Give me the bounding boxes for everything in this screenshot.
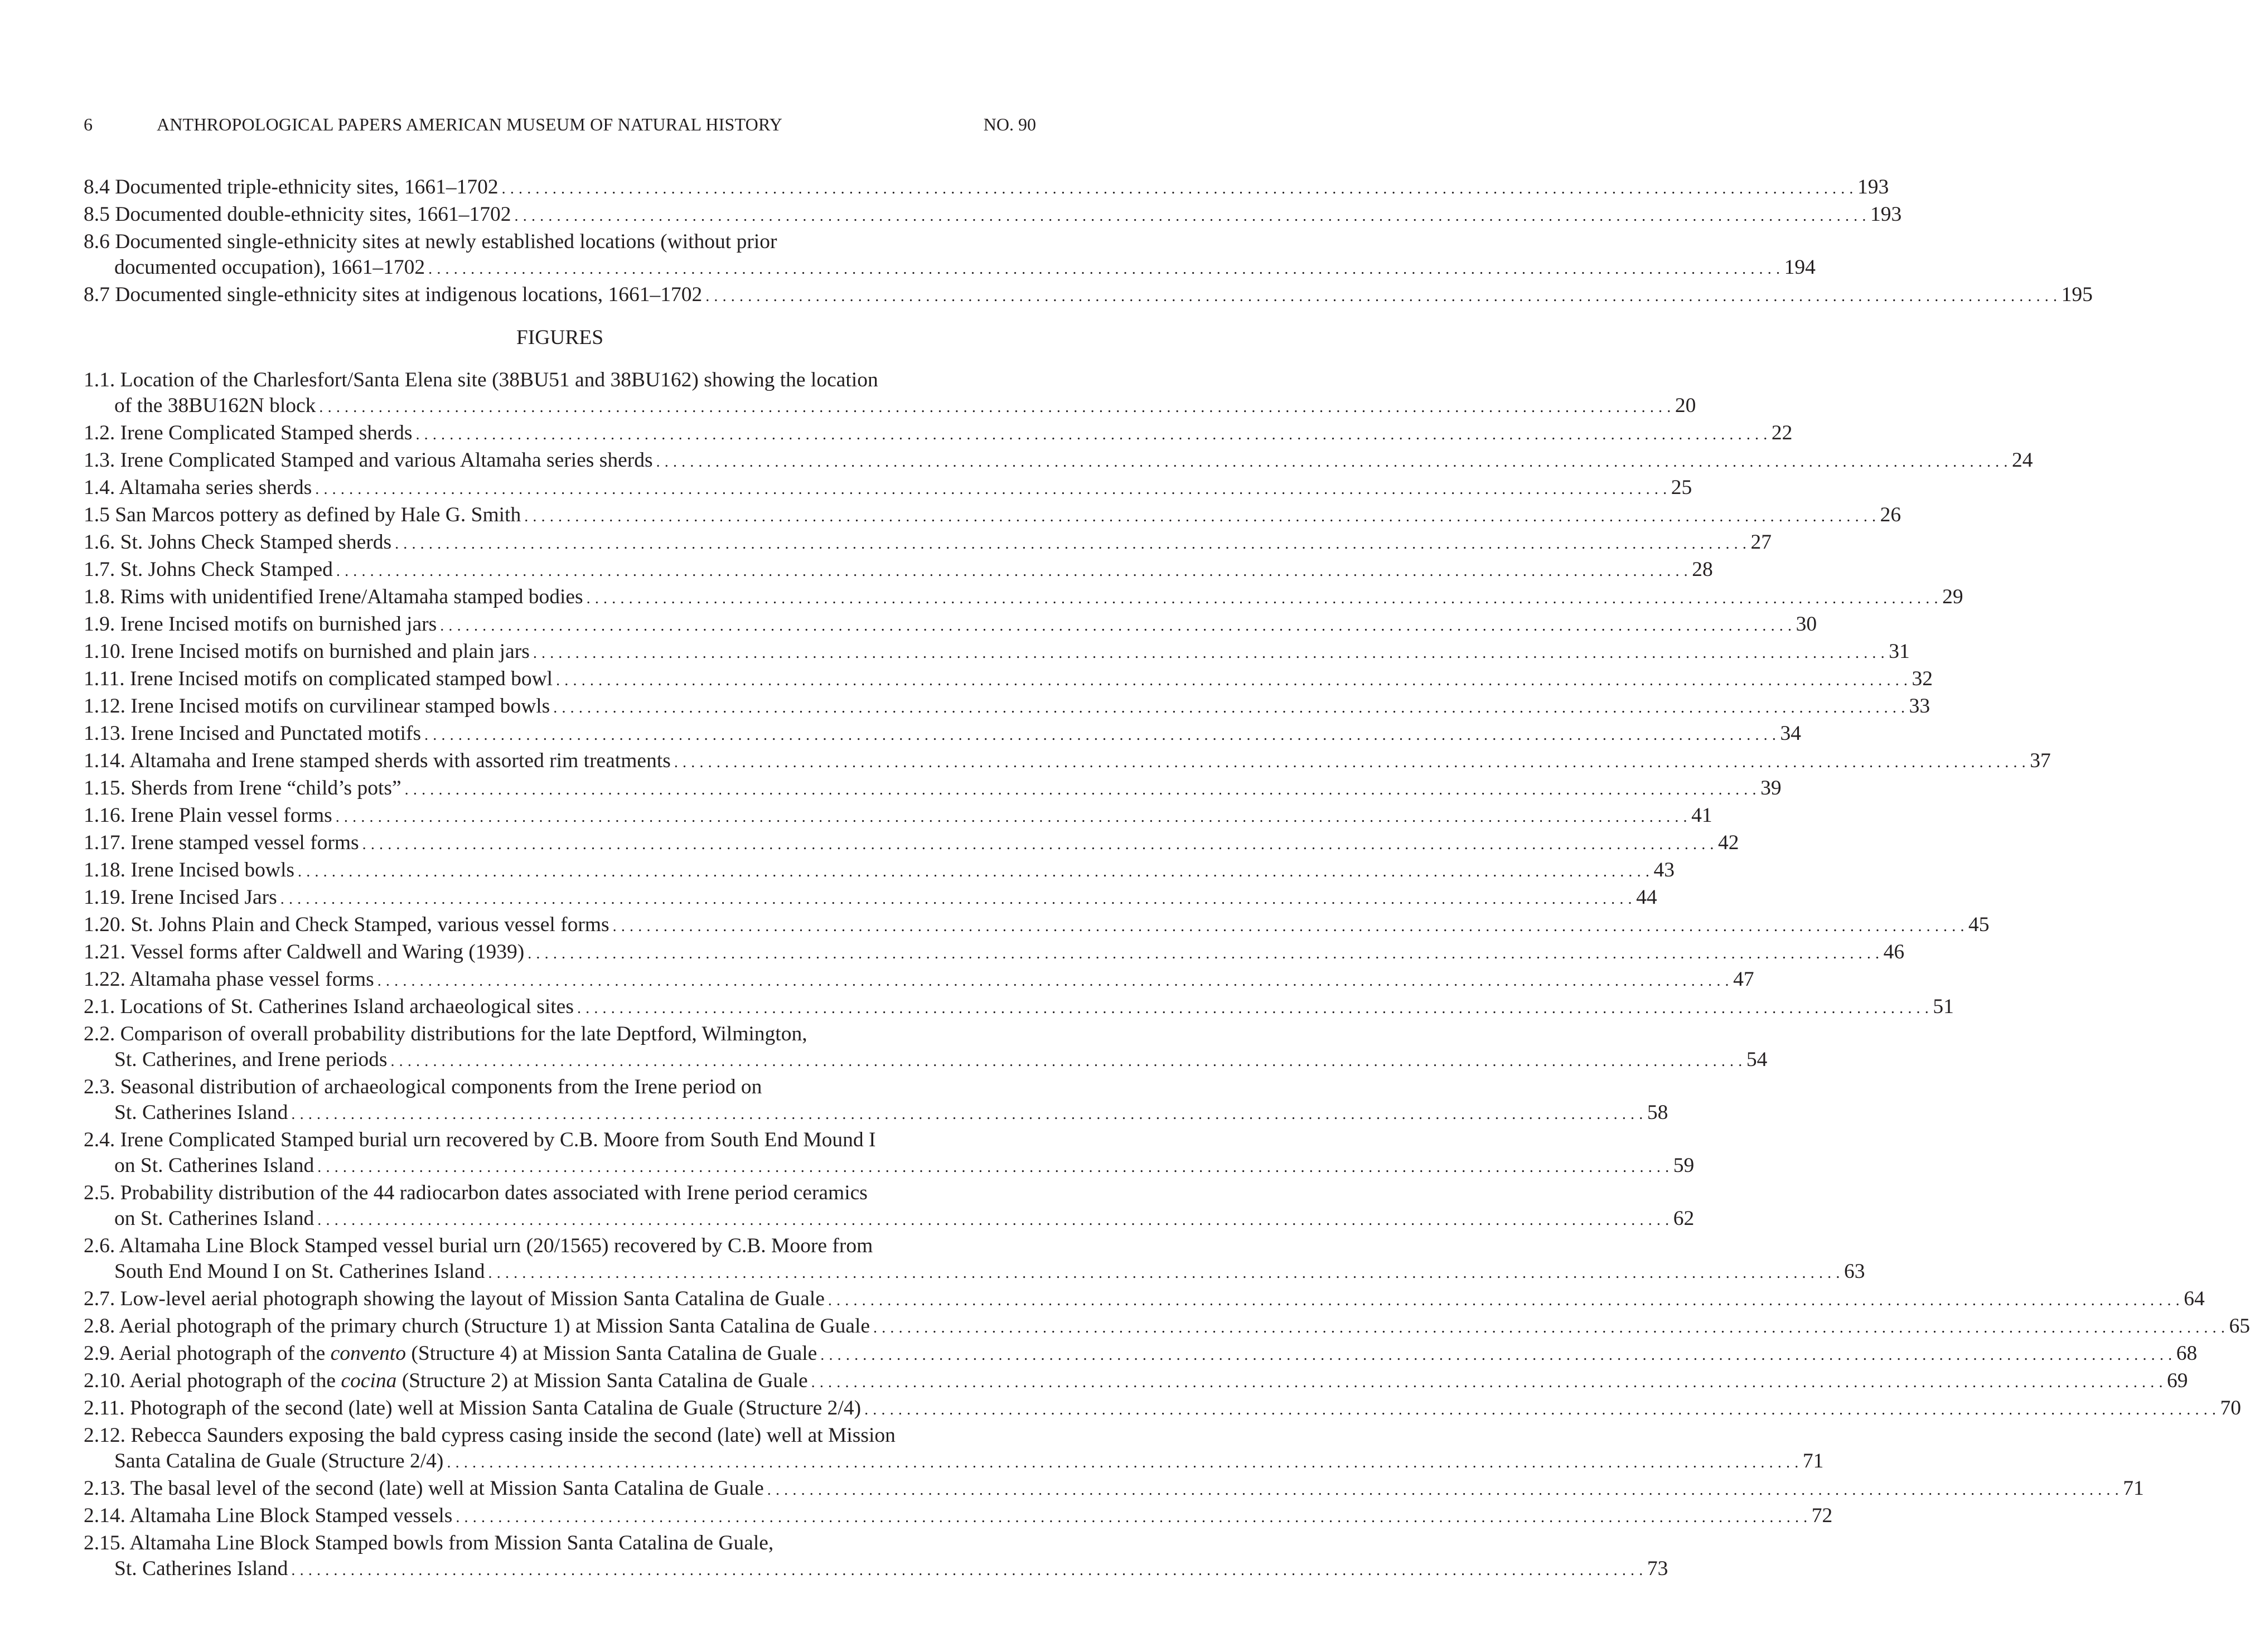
page-number-ref: 69 bbox=[2167, 1369, 2188, 1392]
entry-last-line bbox=[84, 694, 1930, 721]
toc-entry[interactable] bbox=[84, 858, 1675, 885]
entry-last-line bbox=[84, 420, 1793, 448]
entry-last-line bbox=[84, 803, 1712, 830]
page-number-ref: 31 bbox=[1889, 640, 1910, 663]
entry-last-line bbox=[84, 1206, 1695, 1233]
toc-entry[interactable] bbox=[84, 1127, 1695, 1180]
entry-title-line: 1.7. St. Johns Check Stamped bbox=[84, 558, 333, 581]
entry-last-line bbox=[84, 393, 1696, 420]
entry-title-italic: cocina bbox=[341, 1369, 397, 1392]
toc-entry[interactable] bbox=[84, 967, 1754, 994]
entry-title-line: 2.3. Seasonal distribution of archaeological components from the Irene period on bbox=[84, 1076, 762, 1098]
page-number-ref: 45 bbox=[1968, 913, 1990, 936]
dot-leader: . . . . . . . . . . . . . . . . . . . . . . . . . . . . . . . . . . . . . . . . . . . . . . . . . . . . . . . . . . . . . . . . . . . . . . . . . . . . . . . . . . . . . . . . . . . . . . . . . . . . . . . . . . . . . . . . . . . . . . . . . . . . . . . . . . . . . . . . . . . . . . . . . . . . . . . . . . . . . . . . bbox=[556, 672, 1908, 689]
figures-heading: FIGURES bbox=[516, 326, 604, 349]
entry-last-line bbox=[84, 1286, 2205, 1314]
dot-leader: . . . . . . . . . . . . . . . . . . . . . . . . . . . . . . . . . . . . . . . . . . . . . . . . . . . . . . . . . . . . . . . . . . . . . . . . . . . . . . . . . . . . . . . . . . . . . . . . . . . . . . . . . . . . . . . . . . . . . . . . . . . . . . . . . . . . . . . . . . . . . . . . . . . . . . . . . . . . . . . . bbox=[298, 863, 1650, 880]
dot-leader: . . . . . . . . . . . . . . . . . . . . . . . . . . . . . . . . . . . . . . . . . . . . . . . . . . . . . . . . . . . . . . . . . . . . . . . . . . . . . . . . . . . . . . . . . . . . . . . . . . . . . . . . . . . . . . . . . . . . . . . . . . . . . . . . . . . . . . . . . . . . . . . . . . . . . . . . . . . . . . . . bbox=[319, 399, 1671, 416]
entry-last-line bbox=[84, 666, 1933, 694]
toc-entry[interactable] bbox=[84, 282, 2093, 309]
page-number-ref: 25 bbox=[1671, 476, 1692, 499]
entry-title-line: 2.7. Low-level aerial photograph showing the layout of Mission Santa Catalina de Guale bbox=[84, 1287, 825, 1310]
toc-entry[interactable] bbox=[84, 830, 1739, 858]
entry-title-line: 2.12. Rebecca Saunders exposing the bald cypress casing inside the second (late) well at Mission bbox=[84, 1424, 896, 1447]
entry-last-line bbox=[84, 1396, 2241, 1423]
page-number-ref: 47 bbox=[1733, 968, 1754, 991]
dot-leader: . . . . . . . . . . . . . . . . . . . . . . . . . . . . . . . . . . . . . . . . . . . . . . . . . . . . . . . . . . . . . . . . . . . . . . . . . . . . . . . . . . . . . . . . . . . . . . . . . . . . . . . . . . . . . . . . . . . . . . . . . . . . . . . . . . . . . . . . . . . . . . . . . . . . . . . . . . . . . . . . bbox=[336, 563, 1688, 580]
entry-last-line bbox=[84, 282, 2093, 309]
entry-last-line bbox=[84, 639, 1910, 666]
toc-entry[interactable] bbox=[84, 584, 1963, 612]
page-number-ref: 73 bbox=[1647, 1557, 1668, 1580]
page-number-ref: 68 bbox=[2176, 1342, 2198, 1365]
entry-title-line: of the 38BU162N block bbox=[114, 394, 316, 417]
dot-leader: . . . . . . . . . . . . . . . . . . . . . . . . . . . . . . . . . . . . . . . . . . . . . . . . . . . . . . . . . . . . . . . . . . . . . . . . . . . . . . . . . . . . . . . . . . . . . . . . . . . . . . . . . . . . . . . . . . . . . . . . . . . . . . . . . . . . . . . . . . . . . . . . . . . . . . . . . . . . . . . . bbox=[811, 1374, 2164, 1391]
dot-leader: . . . . . . . . . . . . . . . . . . . . . . . . . . . . . . . . . . . . . . . . . . . . . . . . . . . . . . . . . . . . . . . . . . . . . . . . . . . . . . . . . . . . . . . . . . . . . . . . . . . . . . . . . . . . . . . . . . . . . . . . . . . . . . . . . . . . . . . . . . . . . . . . . . . . . . . . . . . . . . . . bbox=[317, 1212, 1670, 1229]
entry-title-line: South End Mound I on St. Catherines Island bbox=[114, 1260, 485, 1283]
page-number-ref: 30 bbox=[1796, 613, 1817, 636]
toc-entry[interactable] bbox=[84, 748, 2051, 776]
page-number-ref: 195 bbox=[2061, 283, 2093, 306]
entry-title-line: 1.18. Irene Incised bowls bbox=[84, 859, 295, 881]
page-number-ref: 71 bbox=[1802, 1450, 1824, 1472]
entry-title-line: 8.5 Documented double-ethnicity sites, 1661–1702 bbox=[84, 203, 511, 226]
dot-leader: . . . . . . . . . . . . . . . . . . . . . . . . . . . . . . . . . . . . . . . . . . . . . . . . . . . . . . . . . . . . . . . . . . . . . . . . . . . . . . . . . . . . . . . . . . . . . . . . . . . . . . . . . . . . . . . . . . . . . . . . . . . . . . . . . . . . . . . . . . . . . . . . . . . . . . . . . . . . . . . . bbox=[820, 1346, 2172, 1364]
entry-title-line: 2.11. Photograph of the second (late) well at Mission Santa Catalina de Guale (Structure 2/4) bbox=[84, 1397, 862, 1420]
entry-title-line: 1.20. St. Johns Plain and Check Stamped, various vessel forms bbox=[84, 913, 609, 936]
dot-leader: . . . . . . . . . . . . . . . . . . . . . . . . . . . . . . . . . . . . . . . . . . . . . . . . . . . . . . . . . . . . . . . . . . . . . . . . . . . . . . . . . . . . . . . . . . . . . . . . . . . . . . . . . . . . . . . . . . . . . . . . . . . . . . . . . . . . . . . . . . . . . . . . . . . . . . . . . . . . . . . . bbox=[395, 535, 1747, 553]
dot-leader: . . . . . . . . . . . . . . . . . . . . . . . . . . . . . . . . . . . . . . . . . . . . . . . . . . . . . . . . . . . . . . . . . . . . . . . . . . . . . . . . . . . . . . . . . . . . . . . . . . . . . . . . . . . . . . . . . . . . . . . . . . . . . . . . . . . . . . . . . . . . . . . . . . . . . . . . . . . . . . . . bbox=[291, 1562, 1643, 1579]
toc-entry[interactable] bbox=[84, 448, 2033, 475]
page-number-ref: 27 bbox=[1750, 531, 1772, 554]
entry-title-line: St. Catherines Island bbox=[114, 1101, 288, 1124]
dot-leader: . . . . . . . . . . . . . . . . . . . . . . . . . . . . . . . . . . . . . . . . . . . . . . . . . . . . . . . . . . . . . . . . . . . . . . . . . . . . . . . . . . . . . . . . . . . . . . . . . . . . . . . . . . . . . . . . . . . . . . . . . . . . . . . . . . . . . . . . . . . . . . . . . . . . . . . . . . . . . . . . bbox=[501, 180, 1854, 197]
dot-leader: . . . . . . . . . . . . . . . . . . . . . . . . . . . . . . . . . . . . . . . . . . . . . . . . . . . . . . . . . . . . . . . . . . . . . . . . . . . . . . . . . . . . . . . . . . . . . . . . . . . . . . . . . . . . . . . . . . . . . . . . . . . . . . . . . . . . . . . . . . . . . . . . . . . . . . . . . . . . . . . . bbox=[456, 1509, 1808, 1526]
toc-entry[interactable] bbox=[84, 1314, 2250, 1341]
page-number-ref: 37 bbox=[2030, 749, 2051, 772]
toc-entry[interactable] bbox=[84, 502, 1901, 530]
toc-entry[interactable] bbox=[84, 557, 1713, 584]
toc-entry[interactable] bbox=[84, 1286, 2205, 1314]
entry-last-line bbox=[84, 1314, 2250, 1341]
entry-last-line bbox=[84, 912, 1990, 939]
dot-leader: . . . . . . . . . . . . . . . . . . . . . . . . . . . . . . . . . . . . . . . . . . . . . . . . . . . . . . . . . . . . . . . . . . . . . . . . . . . . . . . . . . . . . . . . . . . . . . . . . . . . . . . . . . . . . . . . . . . . . . . . . . . . . . . . . . . . . . . . . . . . . . . . . . . . . . . . . . . . . . . . bbox=[377, 972, 1730, 990]
entry-title-line: 1.17. Irene stamped vessel forms bbox=[84, 831, 359, 854]
page-number-ref: 54 bbox=[1746, 1048, 1768, 1071]
entry-title-line: 1.11. Irene Incised motifs on complicated stamped bowl bbox=[84, 667, 553, 690]
dot-leader: . . . . . . . . . . . . . . . . . . . . . . . . . . . . . . . . . . . . . . . . . . . . . . . . . . . . . . . . . . . . . . . . . . . . . . . . . . . . . . . . . . . . . . . . . . . . . . . . . . . . . . . . . . . . . . . . . . . . . . . . . . . . . . . . . . . . . . . . . . . . . . . . . . . . . . . . . . . . . . . . bbox=[280, 890, 1633, 908]
entry-last-line bbox=[84, 721, 1801, 748]
page-number-ref: 32 bbox=[1912, 667, 1933, 690]
entry-title-line: 2.8. Aerial photograph of the primary church (Structure 1) at Mission Santa Catalina de Guale bbox=[84, 1315, 870, 1338]
entry-last-line bbox=[84, 967, 1754, 994]
entry-last-line bbox=[84, 612, 1817, 639]
page-number-ref: 39 bbox=[1760, 777, 1782, 800]
page-number-ref: 33 bbox=[1909, 695, 1930, 718]
entry-last-line bbox=[84, 1341, 2198, 1368]
entry-last-line bbox=[84, 776, 1782, 803]
toc-entry[interactable] bbox=[84, 1074, 1668, 1127]
toc-entry[interactable] bbox=[84, 1503, 1833, 1530]
dot-leader: . . . . . . . . . . . . . . . . . . . . . . . . . . . . . . . . . . . . . . . . . . . . . . . . . . . . . . . . . . . . . . . . . . . . . . . . . . . . . . . . . . . . . . . . . . . . . . . . . . . . . . . . . . . . . . . . . . . . . . . . . . . . . . . . . . . . . . . . . . . . . . . . . . . . . . . . . . . . . . . . bbox=[404, 781, 1757, 798]
page-number-ref: 72 bbox=[1811, 1504, 1833, 1527]
entry-title-line: 1.14. Altamaha and Irene stamped sherds with assorted rim treatments bbox=[84, 749, 671, 772]
entry-last-line bbox=[84, 858, 1675, 885]
toc-entry[interactable] bbox=[84, 776, 1782, 803]
entry-title-line: St. Catherines Island bbox=[114, 1557, 288, 1580]
toc-entry[interactable] bbox=[84, 175, 1889, 202]
contents-list bbox=[84, 175, 2250, 1583]
page-number-ref: 44 bbox=[1636, 886, 1657, 909]
entry-last-line bbox=[84, 448, 2033, 475]
toc-entry[interactable] bbox=[84, 229, 1816, 282]
entry-last-line bbox=[84, 502, 1901, 530]
page-number-ref: 26 bbox=[1880, 503, 1901, 526]
entry-last-line bbox=[84, 1556, 1668, 1583]
entry-title-line: St. Catherines, and Irene periods bbox=[114, 1048, 388, 1071]
toc-entry[interactable] bbox=[84, 1368, 2188, 1396]
toc-entry[interactable] bbox=[84, 939, 1905, 967]
page-number-ref: 194 bbox=[1784, 256, 1816, 279]
figures-list bbox=[84, 367, 2250, 1583]
toc-entry[interactable] bbox=[84, 530, 1772, 557]
entry-title-line: 1.22. Altamaha phase vessel forms bbox=[84, 968, 374, 991]
entry-title-line: 1.3. Irene Complicated Stamped and various Altamaha series sherds bbox=[84, 449, 653, 472]
toc-entry[interactable] bbox=[84, 1180, 1695, 1233]
toc-entry[interactable] bbox=[84, 803, 1712, 830]
page-number-ref: 51 bbox=[1933, 995, 1954, 1018]
entry-title-line: 2.2. Comparison of overall probability distributions for the late Deptford, Wilmington, bbox=[84, 1023, 807, 1045]
toc-entry[interactable] bbox=[84, 694, 1930, 721]
entry-title-line: 1.10. Irene Incised motifs on burnished and plain jars bbox=[84, 640, 530, 663]
dot-leader: . . . . . . . . . . . . . . . . . . . . . . . . . . . . . . . . . . . . . . . . . . . . . . . . . . . . . . . . . . . . . . . . . . . . . . . . . . . . . . . . . . . . . . . . . . . . . . . . . . . . . . . . . . . . . . . . . . . . . . . . . . . . . . . . . . . . . . . . . . . . . . . . . . . . . . . . . . . . . . . . bbox=[291, 1106, 1643, 1123]
toc-entry[interactable] bbox=[84, 420, 1793, 448]
entry-title-italic: convento bbox=[330, 1342, 406, 1365]
entry-title-line: 2.5. Probability distribution of the 44 radiocarbon dates associated with Irene period ceramics bbox=[84, 1181, 868, 1204]
page-number-ref: 22 bbox=[1771, 422, 1793, 444]
dot-leader: . . . . . . . . . . . . . . . . . . . . . . . . . . . . . . . . . . . . . . . . . . . . . . . . . . . . . . . . . . . . . . . . . . . . . . . . . . . . . . . . . . . . . . . . . . . . . . . . . . . . . . . . . . . . . . . . . . . . . . . . . . . . . . . . . . . . . . . . . . . . . . . . . . . . . . . . . . . . . . . . bbox=[533, 645, 1885, 662]
dot-leader: . . . . . . . . . . . . . . . . . . . . . . . . . . . . . . . . . . . . . . . . . . . . . . . . . . . . . . . . . . . . . . . . . . . . . . . . . . . . . . . . . . . . . . . . . . . . . . . . . . . . . . . . . . . . . . . . . . . . . . . . . . . . . . . . . . . . . . . . . . . . . . . . . . . . . . . . . . . . . . . . bbox=[828, 1292, 2180, 1309]
page-number-ref: 71 bbox=[2123, 1477, 2144, 1500]
dot-leader: . . . . . . . . . . . . . . . . . . . . . . . . . . . . . . . . . . . . . . . . . . . . . . . . . . . . . . . . . . . . . . . . . . . . . . . . . . . . . . . . . . . . . . . . . . . . . . . . . . . . . . . . . . . . . . . . . . . . . . . . . . . . . . . . . . . . . . . . . . . . . . . . . . . . . . . . . . . . . . . . bbox=[488, 1265, 1840, 1282]
entry-title-line: 2.6. Altamaha Line Block Stamped vessel burial urn (20/1565) recovered by C.B. Moore from bbox=[84, 1234, 873, 1257]
entry-title-line: on St. Catherines Island bbox=[114, 1207, 314, 1230]
entry-last-line bbox=[84, 1368, 2188, 1396]
toc-entry[interactable] bbox=[84, 475, 1692, 502]
entry-title-line: 1.16. Irene Plain vessel forms bbox=[84, 804, 332, 827]
toc-entry[interactable] bbox=[84, 885, 1657, 912]
entry-last-line bbox=[84, 584, 1963, 612]
dot-leader: . . . . . . . . . . . . . . . . . . . . . . . . . . . . . . . . . . . . . . . . . . . . . . . . . . . . . . . . . . . . . . . . . . . . . . . . . . . . . . . . . . . . . . . . . . . . . . . . . . . . . . . . . . . . . . . . . . . . . . . . . . . . . . . . . . . . . . . . . . . . . . . . . . . . . . . . . . . . . . . . bbox=[767, 1481, 2120, 1499]
running-header bbox=[84, 110, 1036, 138]
entry-last-line bbox=[84, 994, 1954, 1021]
page-number-ref: 28 bbox=[1692, 558, 1713, 581]
entry-last-line bbox=[84, 885, 1657, 912]
page-number-ref: 29 bbox=[1942, 585, 1963, 608]
entry-title-line: 1.4. Altamaha series sherds bbox=[84, 476, 312, 499]
entry-last-line bbox=[84, 1100, 1668, 1127]
entry-last-line bbox=[84, 748, 2051, 776]
toc-entry[interactable] bbox=[84, 994, 1954, 1021]
entry-title-line: 2.13. The basal level of the second (late) well at Mission Santa Catalina de Guale bbox=[84, 1477, 764, 1500]
entry-title bbox=[84, 1368, 808, 1394]
entry-last-line bbox=[84, 557, 1713, 584]
dot-leader: . . . . . . . . . . . . . . . . . . . . . . . . . . . . . . . . . . . . . . . . . . . . . . . . . . . . . . . . . . . . . . . . . . . . . . . . . . . . . . . . . . . . . . . . . . . . . . . . . . . . . . . . . . . . . . . . . . . . . . . . . . . . . . . . . . . . . . . . . . . . . . . . . . . . . . . . . . . . . . . . bbox=[674, 754, 2026, 771]
dot-leader: . . . . . . . . . . . . . . . . . . . . . . . . . . . . . . . . . . . . . . . . . . . . . . . . . . . . . . . . . . . . . . . . . . . . . . . . . . . . . . . . . . . . . . . . . . . . . . . . . . . . . . . . . . . . . . . . . . . . . . . . . . . . . . . . . . . . . . . . . . . . . . . . . . . . . . . . . . . . . . . . bbox=[577, 1000, 1929, 1017]
page-number-ref: 59 bbox=[1673, 1154, 1695, 1177]
entry-last-line bbox=[84, 1448, 1824, 1476]
entry-title-line: on St. Catherines Island bbox=[114, 1154, 314, 1177]
entry-last-line bbox=[84, 830, 1739, 858]
entry-last-line bbox=[84, 1259, 1865, 1286]
dot-leader: . . . . . . . . . . . . . . . . . . . . . . . . . . . . . . . . . . . . . . . . . . . . . . . . . . . . . . . . . . . . . . . . . . . . . . . . . . . . . . . . . . . . . . . . . . . . . . . . . . . . . . . . . . . . . . . . . . . . . . . . . . . . . . . . . . . . . . . . . . . . . . . . . . . . . . . . . . . . . . . . bbox=[428, 260, 1780, 278]
page-number-ref: 64 bbox=[2184, 1287, 2205, 1310]
toc-entry[interactable] bbox=[84, 367, 1696, 420]
toc-entry[interactable] bbox=[84, 721, 1801, 748]
entry-title-line: 1.5 San Marcos pottery as defined by Hale G. Smith bbox=[84, 503, 521, 526]
entry-title-line: Santa Catalina de Guale (Structure 2/4) bbox=[114, 1450, 444, 1472]
tables-list bbox=[84, 175, 2093, 309]
entry-last-line bbox=[84, 202, 1902, 229]
dot-leader: . . . . . . . . . . . . . . . . . . . . . . . . . . . . . . . . . . . . . . . . . . . . . . . . . . . . . . . . . . . . . . . . . . . . . . . . . . . . . . . . . . . . . . . . . . . . . . . . . . . . . . . . . . . . . . . . . . . . . . . . . . . . . . . . . . . . . . . . . . . . . . . . . . . . . . . . . . . . . . . . bbox=[424, 726, 1777, 744]
dot-leader: . . . . . . . . . . . . . . . . . . . . . . . . . . . . . . . . . . . . . . . . . . . . . . . . . . . . . . . . . . . . . . . . . . . . . . . . . . . . . . . . . . . . . . . . . . . . . . . . . . . . . . . . . . . . . . . . . . . . . . . . . . . . . . . . . . . . . . . . . . . . . . . . . . . . . . . . . . . . . . . . bbox=[390, 1053, 1743, 1070]
toc-entry[interactable] bbox=[84, 639, 1910, 666]
page-number-ref: 20 bbox=[1675, 394, 1696, 417]
page-number-ref: 193 bbox=[1870, 203, 1902, 226]
toc-entry[interactable] bbox=[84, 1021, 1768, 1074]
entry-title-line: 1.21. Vessel forms after Caldwell and Waring (1939) bbox=[84, 941, 525, 963]
entry-title-line: 1.12. Irene Incised motifs on curvilinear stamped bowls bbox=[84, 695, 550, 718]
journal-title: ANTHROPOLOGICAL PAPERS AMERICAN MUSEUM OF NATURAL HISTORY bbox=[157, 114, 783, 134]
entry-title-post: (Structure 4) at Mission Santa Catalina de Guale bbox=[405, 1342, 817, 1365]
entry-title bbox=[84, 1341, 817, 1367]
dot-leader: . . . . . . . . . . . . . . . . . . . . . . . . . . . . . . . . . . . . . . . . . . . . . . . . . . . . . . . . . . . . . . . . . . . . . . . . . . . . . . . . . . . . . . . . . . . . . . . . . . . . . . . . . . . . . . . . . . . . . . . . . . . . . . . . . . . . . . . . . . . . . . . . . . . . . . . . . . . . . . . . bbox=[524, 508, 1876, 525]
toc-entry[interactable] bbox=[84, 1396, 2241, 1423]
toc-entry[interactable] bbox=[84, 912, 1990, 939]
toc-entry[interactable] bbox=[84, 1530, 1668, 1583]
page-number-ref: 58 bbox=[1647, 1101, 1668, 1124]
entry-last-line bbox=[84, 475, 1692, 502]
dot-leader: . . . . . . . . . . . . . . . . . . . . . . . . . . . . . . . . . . . . . . . . . . . . . . . . . . . . . . . . . . . . . . . . . . . . . . . . . . . . . . . . . . . . . . . . . . . . . . . . . . . . . . . . . . . . . . . . . . . . . . . . . . . . . . . . . . . . . . . . . . . . . . . . . . . . . . . . . . . . . . . . bbox=[528, 945, 1880, 962]
entry-title-line: 1.1. Location of the Charlesfort/Santa Elena site (38BU51 and 38BU162) showing the location bbox=[84, 369, 878, 391]
dot-leader: . . . . . . . . . . . . . . . . . . . . . . . . . . . . . . . . . . . . . . . . . . . . . . . . . . . . . . . . . . . . . . . . . . . . . . . . . . . . . . . . . . . . . . . . . . . . . . . . . . . . . . . . . . . . . . . . . . . . . . . . . . . . . . . . . . . . . . . . . . . . . . . . . . . . . . . . . . . . . . . . bbox=[612, 918, 1965, 935]
page-number-ref: 70 bbox=[2220, 1397, 2241, 1420]
dot-leader: . . . . . . . . . . . . . . . . . . . . . . . . . . . . . . . . . . . . . . . . . . . . . . . . . . . . . . . . . . . . . . . . . . . . . . . . . . . . . . . . . . . . . . . . . . . . . . . . . . . . . . . . . . . . . . . . . . . . . . . . . . . . . . . . . . . . . . . . . . . . . . . . . . . . . . . . . . . . . . . . bbox=[705, 288, 2058, 305]
entry-title-line: 1.6. St. Johns Check Stamped sherds bbox=[84, 531, 392, 554]
dot-leader: . . . . . . . . . . . . . . . . . . . . . . . . . . . . . . . . . . . . . . . . . . . . . . . . . . . . . . . . . . . . . . . . . . . . . . . . . . . . . . . . . . . . . . . . . . . . . . . . . . . . . . . . . . . . . . . . . . . . . . . . . . . . . . . . . . . . . . . . . . . . . . . . . . . . . . . . . . . . . . . . bbox=[656, 453, 2008, 471]
entry-title-line: 1.15. Sherds from Irene “child’s pots” bbox=[84, 777, 401, 800]
dot-leader: . . . . . . . . . . . . . . . . . . . . . . . . . . . . . . . . . . . . . . . . . . . . . . . . . . . . . . . . . . . . . . . . . . . . . . . . . . . . . . . . . . . . . . . . . . . . . . . . . . . . . . . . . . . . . . . . . . . . . . . . . . . . . . . . . . . . . . . . . . . . . . . . . . . . . . . . . . . . . . . . bbox=[553, 699, 1905, 716]
toc-entry[interactable] bbox=[84, 1341, 2198, 1368]
dot-leader: . . . . . . . . . . . . . . . . . . . . . . . . . . . . . . . . . . . . . . . . . . . . . . . . . . . . . . . . . . . . . . . . . . . . . . . . . . . . . . . . . . . . . . . . . . . . . . . . . . . . . . . . . . . . . . . . . . . . . . . . . . . . . . . . . . . . . . . . . . . . . . . . . . . . . . . . . . . . . . . . bbox=[873, 1319, 2225, 1336]
entry-title-line: 2.15. Altamaha Line Block Stamped bowls from Mission Santa Catalina de Guale, bbox=[84, 1532, 774, 1554]
page-number-ref: 65 bbox=[2229, 1315, 2250, 1338]
entry-last-line bbox=[84, 1503, 1833, 1530]
entry-title-pre: 2.10. Aerial photograph of the bbox=[84, 1369, 341, 1392]
entry-last-line bbox=[84, 939, 1905, 967]
toc-entry[interactable] bbox=[84, 612, 1817, 639]
dot-leader: . . . . . . . . . . . . . . . . . . . . . . . . . . . . . . . . . . . . . . . . . . . . . . . . . . . . . . . . . . . . . . . . . . . . . . . . . . . . . . . . . . . . . . . . . . . . . . . . . . . . . . . . . . . . . . . . . . . . . . . . . . . . . . . . . . . . . . . . . . . . . . . . . . . . . . . . . . . . . . . . bbox=[447, 1454, 1799, 1471]
page-number-ref: 193 bbox=[1857, 176, 1889, 198]
entry-last-line bbox=[84, 175, 1889, 202]
entry-title-line: 1.2. Irene Complicated Stamped sherds bbox=[84, 422, 413, 444]
entry-last-line bbox=[84, 1047, 1768, 1074]
entry-title-line: 1.19. Irene Incised Jars bbox=[84, 886, 277, 909]
dot-leader: . . . . . . . . . . . . . . . . . . . . . . . . . . . . . . . . . . . . . . . . . . . . . . . . . . . . . . . . . . . . . . . . . . . . . . . . . . . . . . . . . . . . . . . . . . . . . . . . . . . . . . . . . . . . . . . . . . . . . . . . . . . . . . . . . . . . . . . . . . . . . . . . . . . . . . . . . . . . . . . . bbox=[415, 426, 1768, 443]
dot-leader: . . . . . . . . . . . . . . . . . . . . . . . . . . . . . . . . . . . . . . . . . . . . . . . . . . . . . . . . . . . . . . . . . . . . . . . . . . . . . . . . . . . . . . . . . . . . . . . . . . . . . . . . . . . . . . . . . . . . . . . . . . . . . . . . . . . . . . . . . . . . . . . . . . . . . . . . . . . . . . . . bbox=[362, 836, 1715, 853]
dot-leader: . . . . . . . . . . . . . . . . . . . . . . . . . . . . . . . . . . . . . . . . . . . . . . . . . . . . . . . . . . . . . . . . . . . . . . . . . . . . . . . . . . . . . . . . . . . . . . . . . . . . . . . . . . . . . . . . . . . . . . . . . . . . . . . . . . . . . . . . . . . . . . . . . . . . . . . . . . . . . . . . bbox=[440, 617, 1792, 634]
dot-leader: . . . . . . . . . . . . . . . . . . . . . . . . . . . . . . . . . . . . . . . . . . . . . . . . . . . . . . . . . . . . . . . . . . . . . . . . . . . . . . . . . . . . . . . . . . . . . . . . . . . . . . . . . . . . . . . . . . . . . . . . . . . . . . . . . . . . . . . . . . . . . . . . . . . . . . . . . . . . . . . . bbox=[335, 808, 1688, 826]
entry-title-pre: 2.9. Aerial photograph of the bbox=[84, 1342, 331, 1365]
page-number-ref: 24 bbox=[2011, 449, 2033, 472]
entry-title-post: (Structure 2) at Mission Santa Catalina de Guale bbox=[396, 1369, 808, 1392]
page-number-ref: 34 bbox=[1780, 722, 1801, 745]
toc-entry[interactable] bbox=[84, 1423, 1824, 1476]
entry-title-line: 1.13. Irene Incised and Punctated motifs bbox=[84, 722, 422, 745]
dot-leader: . . . . . . . . . . . . . . . . . . . . . . . . . . . . . . . . . . . . . . . . . . . . . . . . . . . . . . . . . . . . . . . . . . . . . . . . . . . . . . . . . . . . . . . . . . . . . . . . . . . . . . . . . . . . . . . . . . . . . . . . . . . . . . . . . . . . . . . . . . . . . . . . . . . . . . . . . . . . . . . . bbox=[317, 1159, 1670, 1176]
toc-entry[interactable] bbox=[84, 666, 1933, 694]
page-number-ref: 41 bbox=[1691, 804, 1712, 827]
entry-title-line: 8.6 Documented single-ethnicity sites at newly established locations (without prior bbox=[84, 230, 777, 253]
page-number: 6 bbox=[84, 114, 93, 134]
page-number-ref: 62 bbox=[1673, 1207, 1695, 1230]
entry-title-line: 2.1. Locations of St. Catherines Island archaeological sites bbox=[84, 995, 574, 1018]
entry-title-line: documented occupation), 1661–1702 bbox=[114, 256, 425, 279]
page-number-ref: 43 bbox=[1653, 859, 1675, 881]
dot-leader: . . . . . . . . . . . . . . . . . . . . . . . . . . . . . . . . . . . . . . . . . . . . . . . . . . . . . . . . . . . . . . . . . . . . . . . . . . . . . . . . . . . . . . . . . . . . . . . . . . . . . . . . . . . . . . . . . . . . . . . . . . . . . . . . . . . . . . . . . . . . . . . . . . . . . . . . . . . . . . . . bbox=[315, 481, 1667, 498]
entry-title-line: 2.4. Irene Complicated Stamped burial urn recovered by C.B. Moore from South End Mound I bbox=[84, 1128, 876, 1151]
entry-last-line bbox=[84, 530, 1772, 557]
entry-title-line: 2.14. Altamaha Line Block Stamped vessels bbox=[84, 1504, 453, 1527]
page-number-ref: 46 bbox=[1883, 941, 1905, 963]
entry-last-line bbox=[84, 1476, 2144, 1503]
entry-title-line: 1.9. Irene Incised motifs on burnished jars bbox=[84, 613, 437, 636]
entry-last-line bbox=[84, 255, 1816, 282]
page-number-ref: 42 bbox=[1718, 831, 1739, 854]
page-number-ref: 63 bbox=[1843, 1260, 1865, 1283]
toc-entry[interactable] bbox=[84, 1233, 1865, 1286]
toc-entry[interactable] bbox=[84, 202, 1902, 229]
dot-leader: . . . . . . . . . . . . . . . . . . . . . . . . . . . . . . . . . . . . . . . . . . . . . . . . . . . . . . . . . . . . . . . . . . . . . . . . . . . . . . . . . . . . . . . . . . . . . . . . . . . . . . . . . . . . . . . . . . . . . . . . . . . . . . . . . . . . . . . . . . . . . . . . . . . . . . . . . . . . . . . . bbox=[514, 207, 1866, 225]
issue-number: NO. 90 bbox=[983, 114, 1036, 134]
entry-title-line: 8.4 Documented triple-ethnicity sites, 1661–1702 bbox=[84, 176, 499, 198]
entry-title-line: 8.7 Documented single-ethnicity sites at indigenous locations, 1661–1702 bbox=[84, 283, 703, 306]
dot-leader: . . . . . . . . . . . . . . . . . . . . . . . . . . . . . . . . . . . . . . . . . . . . . . . . . . . . . . . . . . . . . . . . . . . . . . . . . . . . . . . . . . . . . . . . . . . . . . . . . . . . . . . . . . . . . . . . . . . . . . . . . . . . . . . . . . . . . . . . . . . . . . . . . . . . . . . . . . . . . . . . bbox=[864, 1401, 2217, 1418]
entry-last-line bbox=[84, 1153, 1695, 1180]
entry-title-line: 1.8. Rims with unidentified Irene/Altamaha stamped bodies bbox=[84, 585, 583, 608]
toc-entry[interactable] bbox=[84, 1476, 2144, 1503]
dot-leader: . . . . . . . . . . . . . . . . . . . . . . . . . . . . . . . . . . . . . . . . . . . . . . . . . . . . . . . . . . . . . . . . . . . . . . . . . . . . . . . . . . . . . . . . . . . . . . . . . . . . . . . . . . . . . . . . . . . . . . . . . . . . . . . . . . . . . . . . . . . . . . . . . . . . . . . . . . . . . . . . bbox=[586, 590, 1939, 607]
